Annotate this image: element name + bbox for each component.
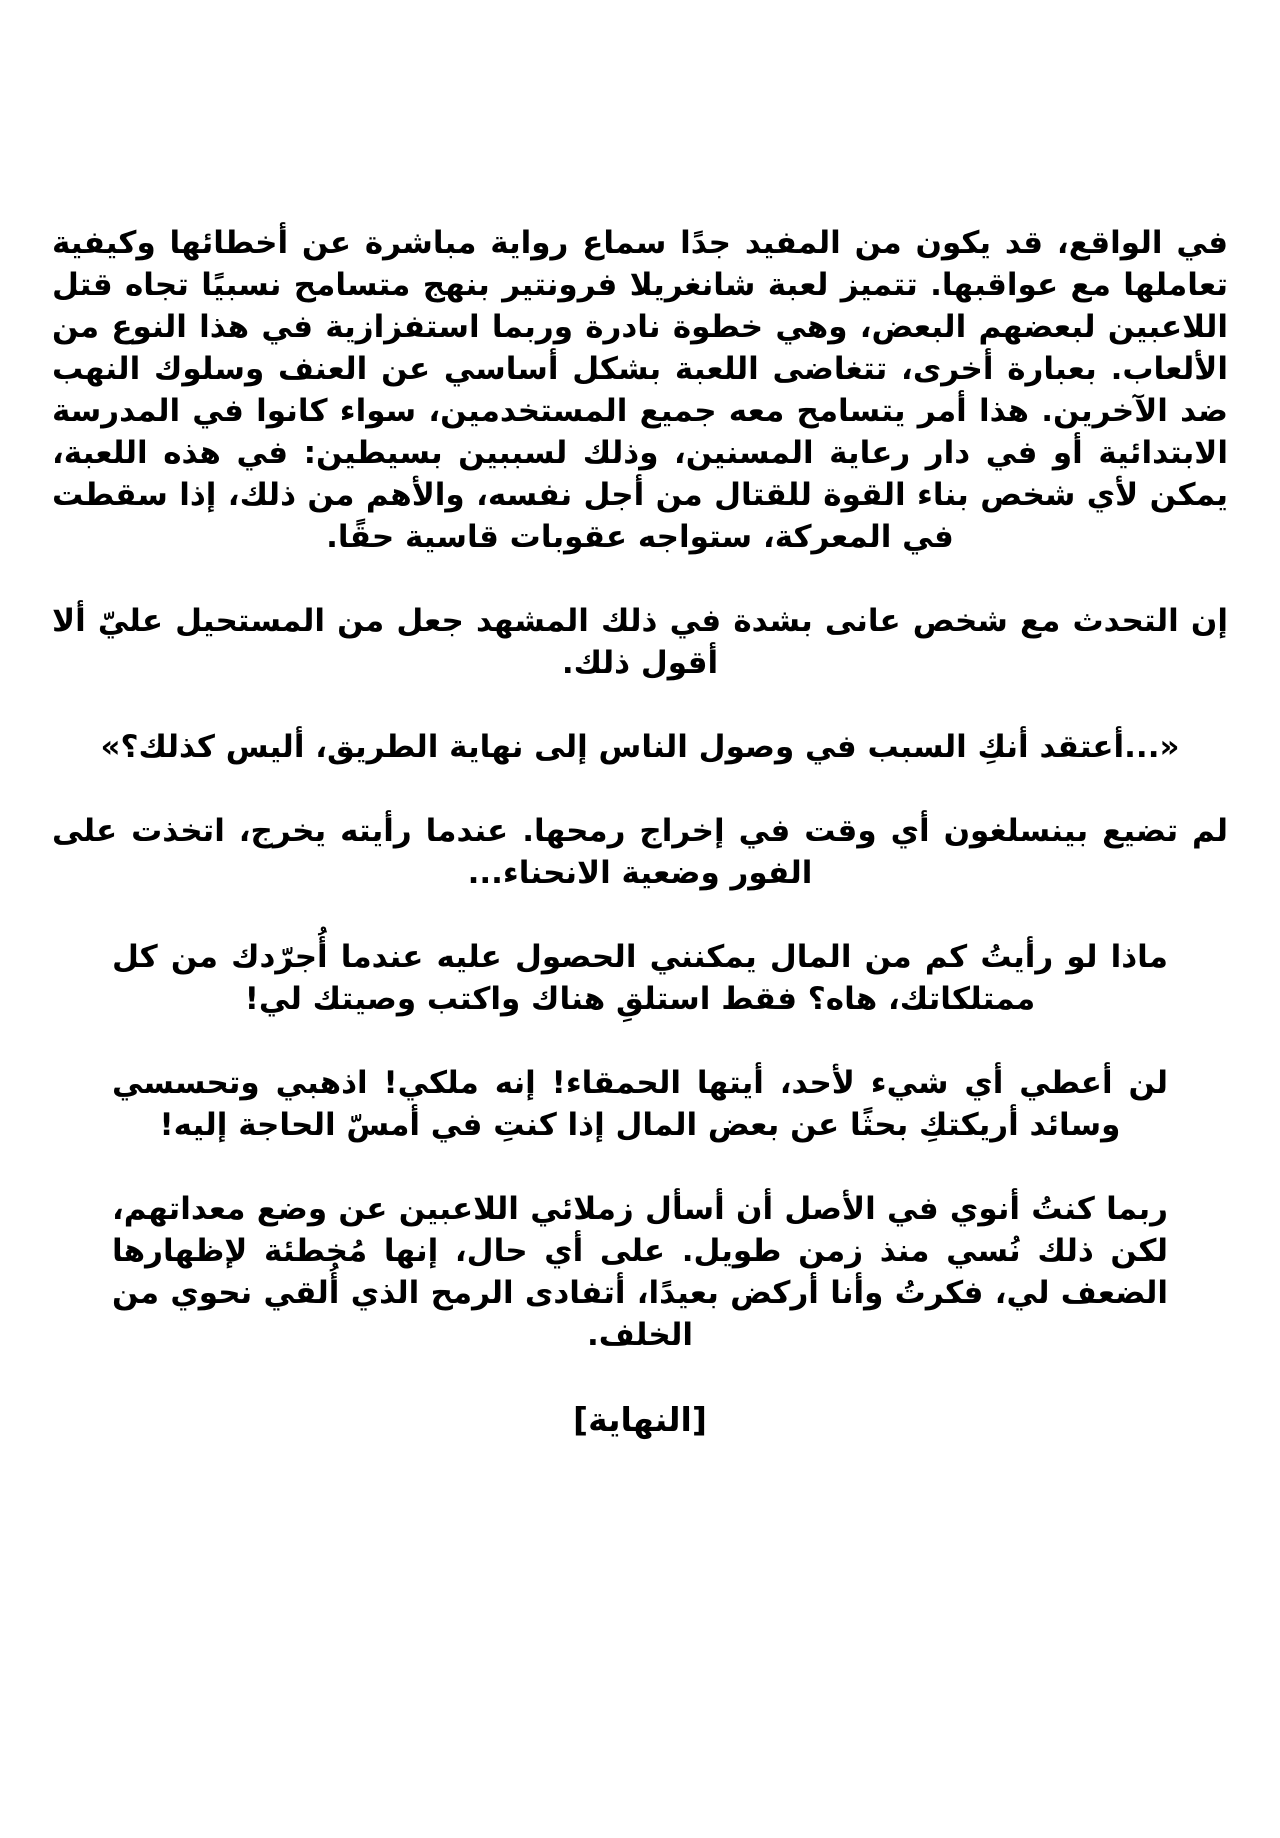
document-page xyxy=(52,222,1228,1442)
paragraph-2: إن التحدث مع شخص عانى بشدة في ذلك المشهد جعل من المستحيل عليّ ألا أقول ذلك. xyxy=(52,603,1228,681)
paragraph-gap xyxy=(52,684,1228,726)
narration-block xyxy=(52,1188,1228,1356)
dialogue-block-1 xyxy=(52,936,1228,1020)
paragraph-gap xyxy=(52,1356,1228,1398)
paragraph-gap xyxy=(52,558,1228,600)
paragraph-5: ماذا لو رأيتُ كم من المال يمكنني الحصول عليه عندما أُجرّدك من كل ممتلكاتك، هاه؟ فقط استلقِ هناك واكتب وصيتك لي! xyxy=(112,939,1168,1017)
paragraph-4: لم تضيع بينسلغون أي وقت في إخراج رمحها. عندما رأيته يخرج، اتخذت على الفور وضعية الانحناء... xyxy=(52,813,1228,891)
paragraph-gap xyxy=(52,1020,1228,1062)
end-mark: [النهاية] xyxy=(573,1400,707,1439)
dialogue-block-2 xyxy=(52,1062,1228,1146)
paragraph-gap xyxy=(52,894,1228,936)
paragraph-gap xyxy=(52,1146,1228,1188)
quote-line: «...أعتقد أنكِ السبب في وصول الناس إلى نهاية الطريق، أليس كذلك؟» xyxy=(100,729,1180,765)
paragraph-1: في الواقع، قد يكون من المفيد جدًا سماع رواية مباشرة عن أخطائها وكيفية تعاملها مع عواقبها. تتميز لعبة شانغريلا فرونتير بنهج متسامح نسبيًا تجاه قتل اللاعبين لبعضهم البعض، وهي خطوة نادرة وربما استفزازية في هذا النوع من الألعاب. بعبارة أخرى، تتغاضى اللعبة بشكل أساسي عن العنف وسلوك النهب ضد الآخرين. هذا أمر يتسامح معه جميع المستخدمين، سواء كانوا في المدرسة الابتدائية أو في دار رعاية المسنين، وذلك لسببين بسيطين: في هذه اللعبة، يمكن لأي شخص بناء القوة للقتال من أجل نفسه، والأهم من ذلك، إذا سقطت في المعركة، ستواجه عقوبات قاسية حقًا. xyxy=(52,225,1228,555)
paragraph-6: لن أعطي أي شيء لأحد، أيتها الحمقاء! إنه ملكي! اذهبي وتحسسي وسائد أريكتكِ بحثًا عن بعض المال إذا كنتِ في أمسّ الحاجة إليه! xyxy=(112,1065,1168,1143)
paragraph-gap xyxy=(52,768,1228,810)
paragraph-7: ربما كنتُ أنوي في الأصل أن أسأل زملائي اللاعبين عن وضع معداتهم، لكن ذلك نُسي منذ زمن طويل. على أي حال، إنها مُخطئة لإظهارها الضعف لي، فكرتُ وأنا أركض بعيدًا، أتفادى الرمح الذي أُلقي نحوي من الخلف. xyxy=(112,1191,1168,1353)
